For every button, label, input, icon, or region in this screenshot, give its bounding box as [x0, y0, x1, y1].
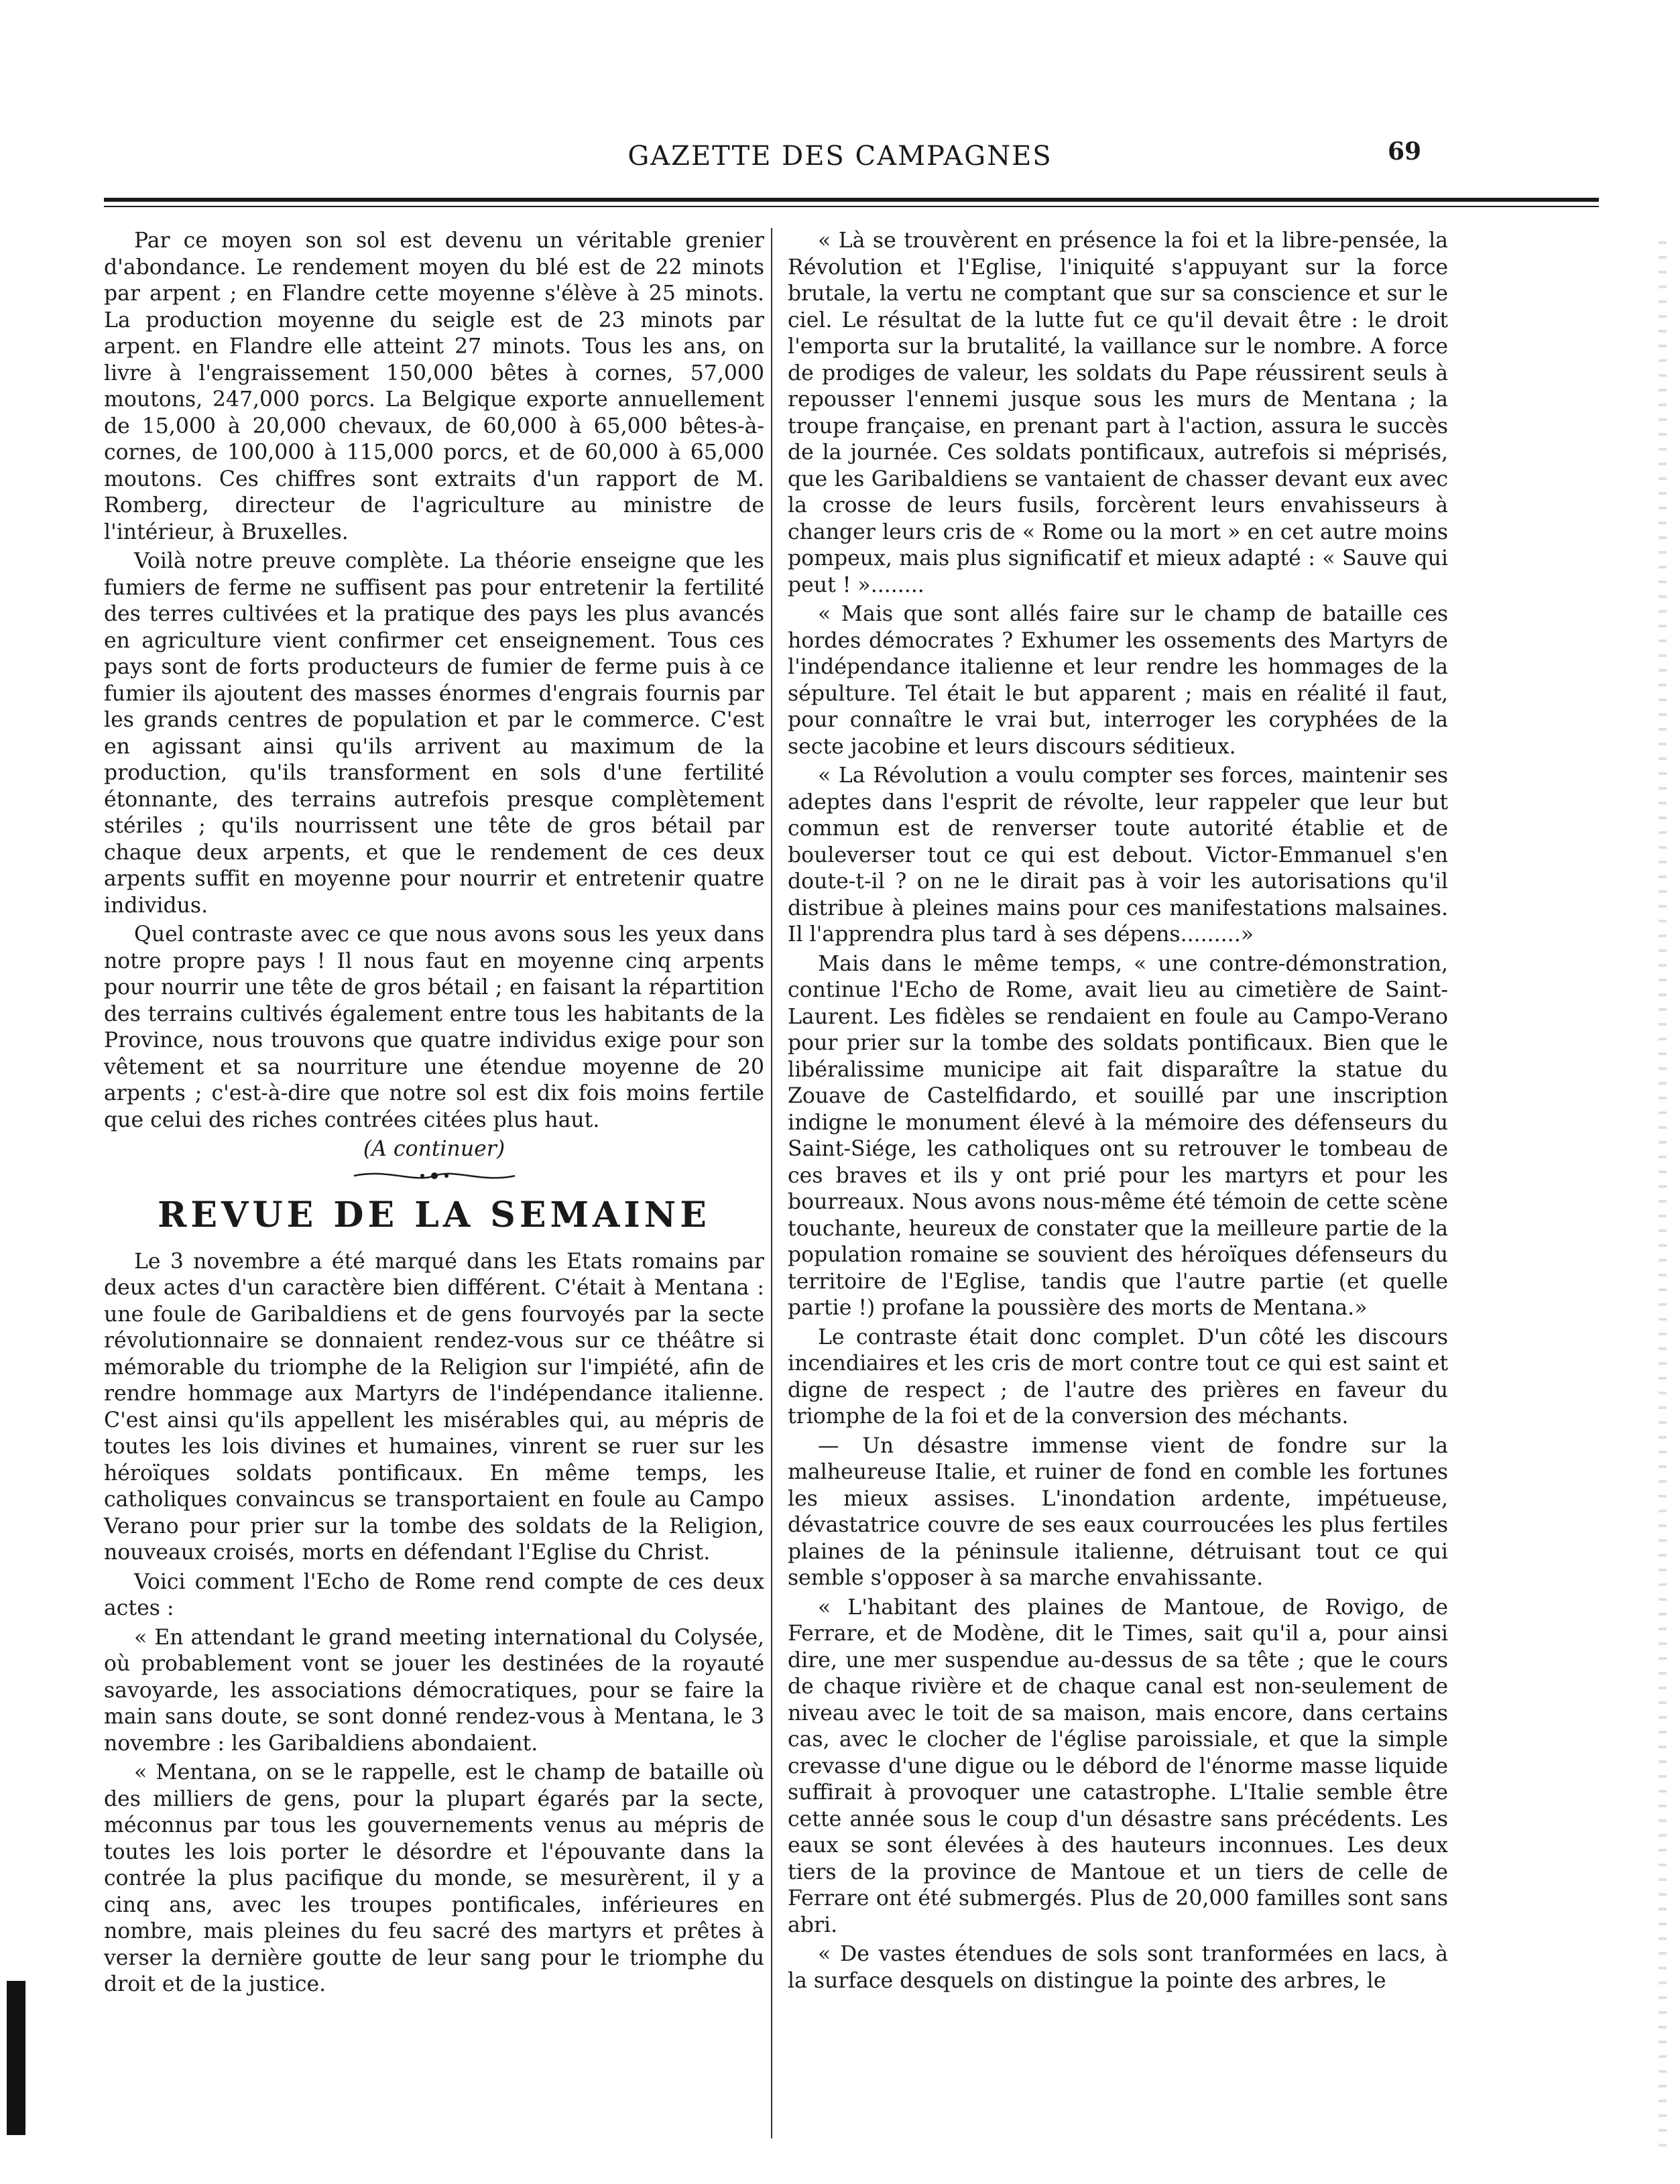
ornament-divider: [347, 1167, 522, 1185]
paragraph: Le contraste était donc complet. D'un côté les discours incendiaires et les cris de mort contre tout ce qui est saint et digne de respect ; de l'autre des prières en faveur du triomphe de la foi et de la conversion des méchants.: [788, 1325, 1448, 1429]
paragraph: « Là se trouvèrent en présence la foi et la libre-pensée, la Révolution et l'Eglise, l'iniquité s'appuyant sur la force brutale, la vertu ne comptant que sur sa conscience et sur le ciel. Le résultat de la lutte fut ce qu'il devait être : le droit l'emporta sur la brutalité, la vaillance sur le nombre. A force de prodiges de valeur, les soldats du Pape réussirent seuls à repousser l'ennemi jusque sous les murs de Mentana ; la troupe française, en prenant part à l'action, assura le succès de la journée. Ces soldats pontificaux, autrefois si méprisés, que les Garibaldiens se vantaient de chasser devant eux avec la crosse de leurs fusils, forcèrent leurs envahisseurs à changer leurs cris de « Rome ou la mort » en cet autre moins pompeux, mais plus significatif et mieux adapté : « Sauve qui peut ! »........: [788, 229, 1448, 597]
scan-edge-noise: [1659, 241, 1667, 2152]
paragraph: « Mentana, on se le rappelle, est le champ de bataille où des milliers de gens, pour la plupart égarés par la secte, méconnus par tous les gouvernements venus au mépris de toutes les lois porter le désordre et l'épouvante dans la contrée la plus pacifique du monde, se mesurèrent, il y a cinq ans, avec les troupes pontificales, inférieures en nombre, mais pleines du feu sacré des martyrs et prêtes à verser la dernière goutte de leur sang pour le triomphe du droit et de la justice.: [104, 1760, 764, 1996]
scan-margin-mark: [7, 1981, 25, 2135]
paragraph: Voici comment l'Echo de Rome rend compte de ces deux actes :: [104, 1569, 764, 1620]
continuation-note: (A continuer): [363, 1137, 505, 1161]
running-header-title: GAZETTE DES CAMPAGNES: [627, 141, 1053, 172]
paragraph: Le 3 novembre a été marqué dans les Etats romains par deux actes d'un caractère bien différent. C'était à Mentana : une foule de Garibaldiens et de gens fourvoyés par la secte révolutionnaire se donnaient rendez-vous sur ce théâtre si mémorable du triomphe de la Religion sur l'impiété, afin de rendre hommage aux Martyrs de l'indépendance italienne. C'est ainsi qu'ils appellent les misérables qui, au mépris de toutes les lois divines et humaines, vinrent se ruer sur les héroïques soldats pontificaux. En même temps, les catholiques convaincus se transportaient en foule au Campo Verano pour prier sur la tombe des soldats de la Religion, nouveaux croisés, morts en défendant l'Eglise du Christ.: [104, 1249, 764, 1565]
left-column: [104, 228, 764, 2001]
paragraph: « De vastes étendues de sols sont tranformées en lacs, à la surface desquels on distingue la pointe des arbres, le: [788, 1942, 1448, 1993]
paragraph: « Mais que sont allés faire sur le champ de bataille ces hordes démocrates ? Exhumer les ossements des Martyrs de l'indépendance italienne et leur rendre les hommages de la sépulture. Tel était le but apparent ; mais en réalité il faut, pour connaître le vrai but, interroger les coryphées de la secte jacobine et leurs discours séditieux.: [788, 602, 1448, 759]
paragraph: Par ce moyen son sol est devenu un véritable grenier d'abondance. Le rendement moyen du blé est de 22 minots par arpent ; en Flandre cette moyenne s'élève à 25 minots. La production moyenne du seigle est de 23 minots par arpent. en Flandre elle atteint 27 minots. Tous les ans, on livre à l'engraissement 150,000 bêtes à cornes, 57,000 moutons, 247,000 porcs. La Belgique exporte annuellement de 15,000 à 20,000 chevaux, de 60,000 à 65,000 bêtes-à-cornes, de 100,000 à 115,000 porcs, et de 60,000 à 65,000 moutons. Ces chiffres sont extraits d'un rapport de M. Romberg, directeur de l'agriculture au ministre de l'intérieur, à Bruxelles.: [104, 229, 764, 544]
column-divider: [771, 228, 772, 2138]
section-heading: REVUE DE LA SEMAINE: [158, 1194, 711, 1235]
paragraph: Quel contraste avec ce que nous avons sous les yeux dans notre propre pays ! Il nous faut en moyenne cinq arpents pour nourrir une tête de gros bétail ; en faisant la répartition des terrains cultivés également entre tous les habitants de la Province, nous trouvons que quatre individus exige pour son vêtement et sa nourriture une étendue moyenne de 20 arpents ; c'est-à-dire que notre sol est dix fois moins fertile que celui des riches contrées citées plus haut.: [104, 922, 764, 1132]
paragraph: Mais dans le même temps, « une contre-démonstration, continue l'Echo de Rome, avait lieu au cimetière de Saint-Laurent. Les fidèles se rendaient en foule au Campo-Verano pour prier sur la tombe des soldats pontificaux. Bien que le libéralissime municipe ait fait disparaître la statue du Zouave de Castelfidardo, et souillé par une inscription indigne le monument élevé à la mémoire des défenseurs du Saint-Siége, les catholiques ont su retrouver le tombeau de ces braves et ils y ont prié pour les martyrs et pour les bourreaux. Nous avons nous-même été témoin de cette scène touchante, heureux de constater que la meilleure partie de la population romaine se souvient des héroïques défenseurs du territoire de l'Eglise, tandis que l'autre partie (et quelle partie !) profane la poussière des morts de Mentana.»: [788, 951, 1448, 1320]
page-number: 69: [1388, 137, 1422, 166]
paragraph: — Un désastre immense vient de fondre sur la malheureuse Italie, et ruiner de fond en comble les fortunes les mieux assises. L'inondation ardente, impétueuse, dévastatrice couvre de ses eaux courroucées les plus fertiles plaines de la péninsule italienne, détruisant tout ce qui semble s'opposer à sa marche envahissante.: [788, 1433, 1448, 1590]
paragraph: Voilà notre preuve complète. La théorie enseigne que les fumiers de ferme ne suffisent pas pour entretenir la fertilité des terres cultivées et la pratique des pays les plus avancés en agriculture vient confirmer cet enseignement. Tous ces pays sont de forts producteurs de fumier de ferme puis à ce fumier ils ajoutent des masses énormes d'engrais fournis par les grands centres de population et par le commerce. C'est en agissant ainsi qu'ils arrivent au maximum de la production, qu'ils transforment en sols d'une fertilité étonnante, des terrains autrefois presque complètement stériles ; qu'ils nourrissent une tête de gros bétail par chaque deux arpents, et que le rendement de ces deux arpents suffit en moyenne pour nourrir et entretenir quatre individus.: [104, 549, 764, 918]
header-rule-thin: [104, 206, 1599, 207]
paragraph: « L'habitant des plaines de Mantoue, de Rovigo, de Ferrare, et de Modène, dit le Times, sait qu'il a, pour ainsi dire, une mer suspendue au-dessus de sa tête ; que le cours de chaque rivière et de chaque canal est non-seulement de niveau avec le toit de sa maison, mais encore, dans certains cas, avec le clocher de l'église paroissiale, et que la simple crevasse d'une digue ou le débord de l'énorme masse liquide suffirait à provoquer une catastrophe. L'Italie semble être cette année sous le coup d'un désastre sans précédents. Les eaux se sont élevées à des hauteurs inconnues. Les deux tiers de la province de Mantoue et un tiers de celle de Ferrare ont été submergés. Plus de 20,000 familles sont sans abri.: [788, 1595, 1448, 1937]
header-rule-thick: [104, 198, 1599, 202]
right-column: [788, 228, 1448, 1997]
paragraph: « La Révolution a voulu compter ses forces, maintenir ses adeptes dans l'esprit de révolte, leur rappeler que leur but commun est de renverser toute autorité établie et de bouleverser tout ce qui est debout. Victor-Emmanuel s'en doute-t-il ? on ne le dirait pas à voir les autorisations qu'il distribue à pleines mains pour ces manifestations malsaines. Il l'apprendra plus tard à ses dépens.........»: [788, 764, 1448, 947]
paragraph: « En attendant le grand meeting international du Colysée, où probablement vont se jouer les destinées de la royauté savoyarde, les associations démocratiques, pour se faire la main sans doute, se sont donné rendez-vous à Mentana, le 3 novembre : les Garibaldiens abondaient.: [104, 1625, 764, 1756]
